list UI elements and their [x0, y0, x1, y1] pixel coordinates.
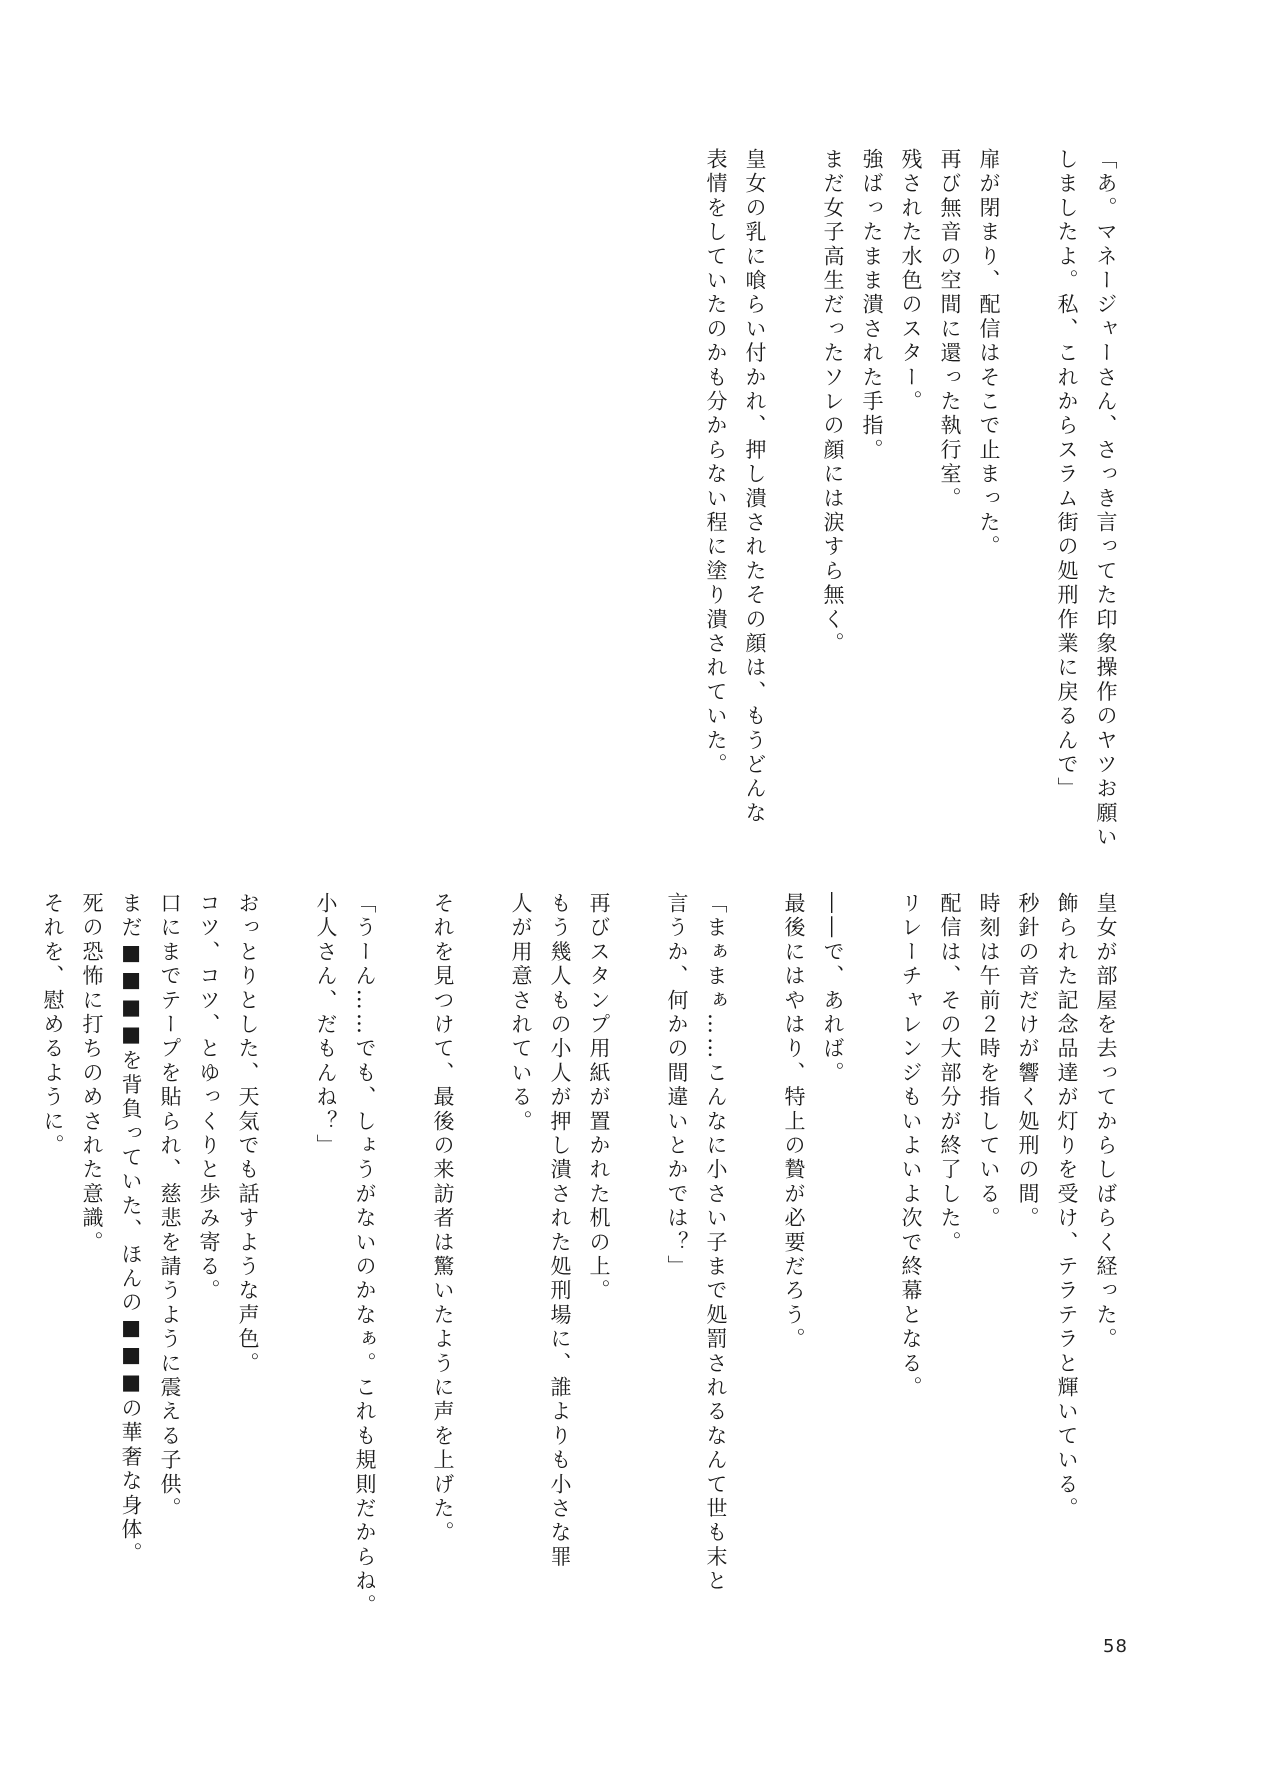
paragraph-break — [384, 892, 423, 1592]
text-line: リレーチャレンジもいよいよ次で終幕となる。 — [899, 892, 923, 1401]
paragraph-break — [618, 892, 657, 1592]
text-line: 再びスタンプ用紙が置かれた机の上。 — [587, 892, 611, 1304]
paragraph-break — [1008, 148, 1047, 808]
text-line: もう幾人もの小人が押し潰された処刑場に、誰よりも小さな罪 — [548, 892, 572, 1570]
text-line: 秒針の音だけが響く処刑の間。 — [1016, 892, 1040, 1231]
paragraph-break — [267, 892, 306, 1592]
text-block-upper — [696, 148, 1125, 850]
text-line: それを、慰めるように。 — [41, 892, 65, 1159]
page-number: 58 — [1103, 1636, 1128, 1657]
paragraph-break — [774, 148, 813, 808]
text-line: しましたよ。私、これからスラム街の処刑作業に戻るんで」 — [1055, 148, 1079, 802]
text-line: ――で、あれば。 — [821, 892, 845, 1086]
text-line: 皇女が部屋を去ってからしばらく経った。 — [1094, 892, 1118, 1352]
text-line: 人が用意されている。 — [509, 892, 533, 1134]
text-line: 表情をしていたのかも分からない程に塗り潰されていた。 — [704, 148, 728, 778]
text-line: おっとりとした、天気でも話すような声色。 — [236, 892, 260, 1376]
text-line: 「うーん……でも、しょうがないのかなぁ。これも規則だからね。 — [353, 892, 377, 1618]
paragraph-break — [462, 892, 501, 1592]
paragraph-break — [735, 892, 774, 1592]
text-line: 皇女の乳に喰らい付かれ、押し潰されたその顔は、もうどんな — [743, 148, 767, 826]
text-line: 口にまでテープを貼られ、慈悲を請うように震える子供。 — [158, 892, 182, 1522]
text-line: それを見つけて、最後の来訪者は驚いたように声を上げた。 — [431, 892, 455, 1546]
text-line: 「あ。マネージャーさん、さっき言ってた印象操作のヤツお願い — [1094, 148, 1118, 850]
text-line: 残された水色のスター。 — [899, 148, 923, 415]
text-line: まだ女子高生だったソレの顔には涙すら無く。 — [821, 148, 845, 657]
text-line: 配信は、その大部分が終了した。 — [938, 892, 962, 1255]
text-line: 「まぁまぁ……こんなに小さい子まで処罰されるなんて世も末と — [704, 892, 728, 1594]
text-block-lower — [33, 892, 1125, 1618]
text-line: 死の恐怖に打ちのめされた意識。 — [80, 892, 104, 1255]
text-line: 小人さん、だもんね？」 — [314, 892, 338, 1159]
paragraph-break — [852, 892, 891, 1592]
text-line: 扉が閉まり、配信はそこで止まった。 — [977, 148, 1001, 560]
text-line: 強ばったまま潰された手指。 — [860, 148, 884, 463]
text-line: 飾られた記念品達が灯りを受け、テラテラと輝いている。 — [1055, 892, 1079, 1522]
text-line: 時刻は午前２時を指している。 — [977, 892, 1001, 1231]
text-line: まだ■■■■を背負っていた、ほんの■■■の華奢な身体。 — [119, 892, 143, 1567]
text-line: 再び無音の空間に還った執行室。 — [938, 148, 962, 511]
text-line: コツ、コツ、とゆっくりと歩み寄る。 — [197, 892, 221, 1304]
text-line: 最後にはやはり、特上の贄が必要だろう。 — [782, 892, 806, 1352]
text-line: 言うか、何かの間違いとかでは？」 — [665, 892, 689, 1280]
